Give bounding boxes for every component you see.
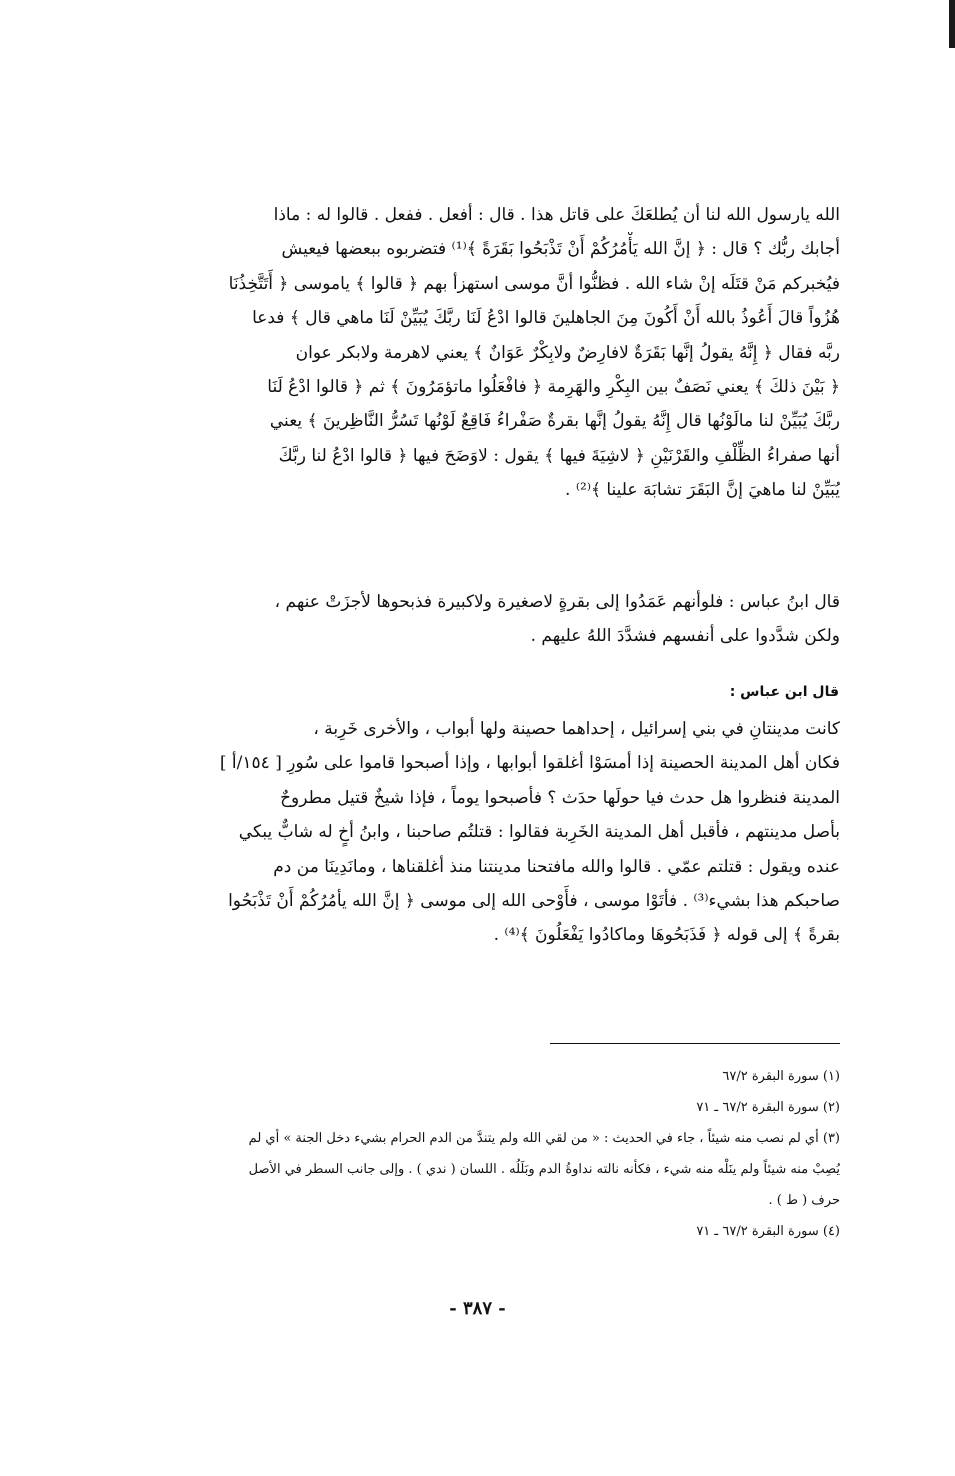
paragraph-1-line: ربَّه فقال ﴿ إِنَّهُ يقولُ إنَّها بَقَرَةٌ لافارِضٌ ولابِكْرٌ عَوَانٌ ﴾ يعني لاهرمة ولابكر عوان [295, 342, 840, 363]
paragraph-3-line: عنده ويقول : قتلتم عمّي . قالوا والله مافتحنا مدينتنا منذ أغلقناها ، ومانَدِينَا من دم [273, 856, 840, 877]
paragraph-1-line: أجابك ربُّك ؟ قال : ﴿ إنَّ الله يَأْمُرُكُمْ أَنْ تَذْبَحُوا بَقَرَةً ﴾⁽¹⁾ فتضربوه ببعضها فيعيش [281, 239, 840, 260]
paragraph-1-line: هُزُواً قالَ أَعُوذُ بالله أَنْ أَكُونَ مِنَ الجاهلينَ قالوا ادْعُ لَنَا ربَّكَ يُبَيِّنْ لَنَا ماهي قال ﴾ فدعا [252, 308, 840, 329]
paragraph-3-line: فكان أهل المدينة الحصينة إذا أمسَوْا أغلقوا أبوابها ، وإذا أصبحوا قاموا على سُورِ [ ١٥٤/أ ] [219, 753, 840, 774]
footnote-3-line-1: (٣) أي لم نصب منه شيئاً ، جاء في الحديث : « من لقي الله ولم يتندَّ من الدم الحرام بشيء دخل الجنة » أي لم [248, 1131, 840, 1146]
paragraph-3-line: بقرةً ﴾ إلى قوله ﴿ فَذَبَحُوهَا وماكادُوا يَفْعَلُونَ ﴾⁽⁴⁾ . [493, 925, 840, 946]
page-number: - ٣٨٧ - [449, 1298, 506, 1319]
page-edge-mark [949, 0, 955, 48]
footnote-3-line-2: يُصِبْ منه شيئاً ولم ينَلْه منه شيء ، فكأنه نالته نداوةُ الدم وبَلَلُه . اللسان ( ندي ) . وإلى جانب السطر في الأصل [248, 1162, 840, 1177]
paragraph-3-line: صاحبكم هذا بشيء⁽³⁾ . فأتَوْا موسى ، فأَوْحى الله إلى موسى ﴿ إنَّ الله يأمُرُكُمْ أَنْ تَذْبَحُوا [228, 891, 840, 912]
paragraph-2-line: ولكن شدَّدوا على أنفسهم فشدَّدَ اللهُ عليهم . [530, 626, 840, 647]
footnote-4: (٤) سورة البقرة ٦٧/٢ ـ ٧١ [696, 1224, 840, 1239]
footnotes [158, 1061, 840, 1247]
footnote-1: (١) سورة البقرة ٦٧/٢ [722, 1069, 840, 1084]
paragraph-1-line: يُبَيِّنْ لنا ماهيَ إنَّ البَقَرَ تشابَهَ علينا ﴾⁽²⁾ . [565, 480, 840, 501]
footnote-divider [550, 1043, 840, 1044]
paragraph-1-line: الله يارسول الله لنا أن يُطلعَكَ على قاتل هذا . قال : أفعل . ففعل . قالوا له : ماذا [273, 205, 840, 225]
paragraph-3-heading: قال ابن عباس : [729, 684, 839, 700]
paragraph-3-line: كانت مدينتانِ في بني إسرائيل ، إحداهما حصينة ولها أبواب ، والأخرى خَرِبة ، [313, 719, 840, 739]
paragraph-3-line: بأصل مدينتهم ، فأقبل أهل المدينة الخَرِبة فقالوا : قتلتُم صاحبنا ، وابنُ أخٍ له شابٌّ يبكي [238, 822, 840, 843]
paragraph-3-line: المدينة فنظروا هل حدث فيا حولَها حدَث ؟ فأصبحوا يوماً ، فإذا شيخٌ قتيل مطروحٌ [280, 787, 840, 808]
paragraph-1-line: أنها صفراءُ الظِّلْفِ والقَرْنَيْنِ ﴿ لاشِيَةَ فيها ﴾ يقول : لاوَضَحَ فيها ﴿ قالوا ادْعُ لنا ربَّكَ [278, 445, 840, 466]
paragraph-1-line: فيُخبركم مَنْ قتَلَه إنْ شاء الله . فظنُّوا أنَّ موسى استهزأ بهم ﴿ قالوا ﴾ ياموسى ﴿ أَتَتَّخِذُنَا [228, 273, 840, 294]
paragraph-2 [158, 585, 840, 654]
footnote-2: (٢) سورة البقرة ٦٧/٢ ـ ٧١ [696, 1100, 840, 1115]
footnote-3-line-3: حرف ( ط ) . [768, 1193, 840, 1208]
paragraph-1-line: ﴿ بَيْنَ ذلكَ ﴾ يعني نَصَفٌ بين البِكْرِ والهَرِمة ﴿ فافْعَلُوا ماتؤمَرُونَ ﴾ ثم ﴿ قالوا ادْعُ لَنَا [267, 377, 840, 398]
paragraph-1-line: ربَّكَ يُبَيِّنْ لنا مالَوْنُها قال إِنَّهُ يقولُ إنَّها بقرةٌ صَفْراءُ فَاقِعٌ لَوْنُها تَسُرُّ النَّاظِرينَ ﴾ يعني [269, 411, 840, 432]
paragraph-2-line: قال ابنُ عباس : فلوأنهم عَمَدُوا إلى بقرةٍ لاصغيرة ولاكبيرة فذبحوها لأجزَتْ عنهم ، [274, 592, 840, 612]
paragraph-3 [158, 712, 840, 953]
paragraph-1 [158, 198, 840, 508]
